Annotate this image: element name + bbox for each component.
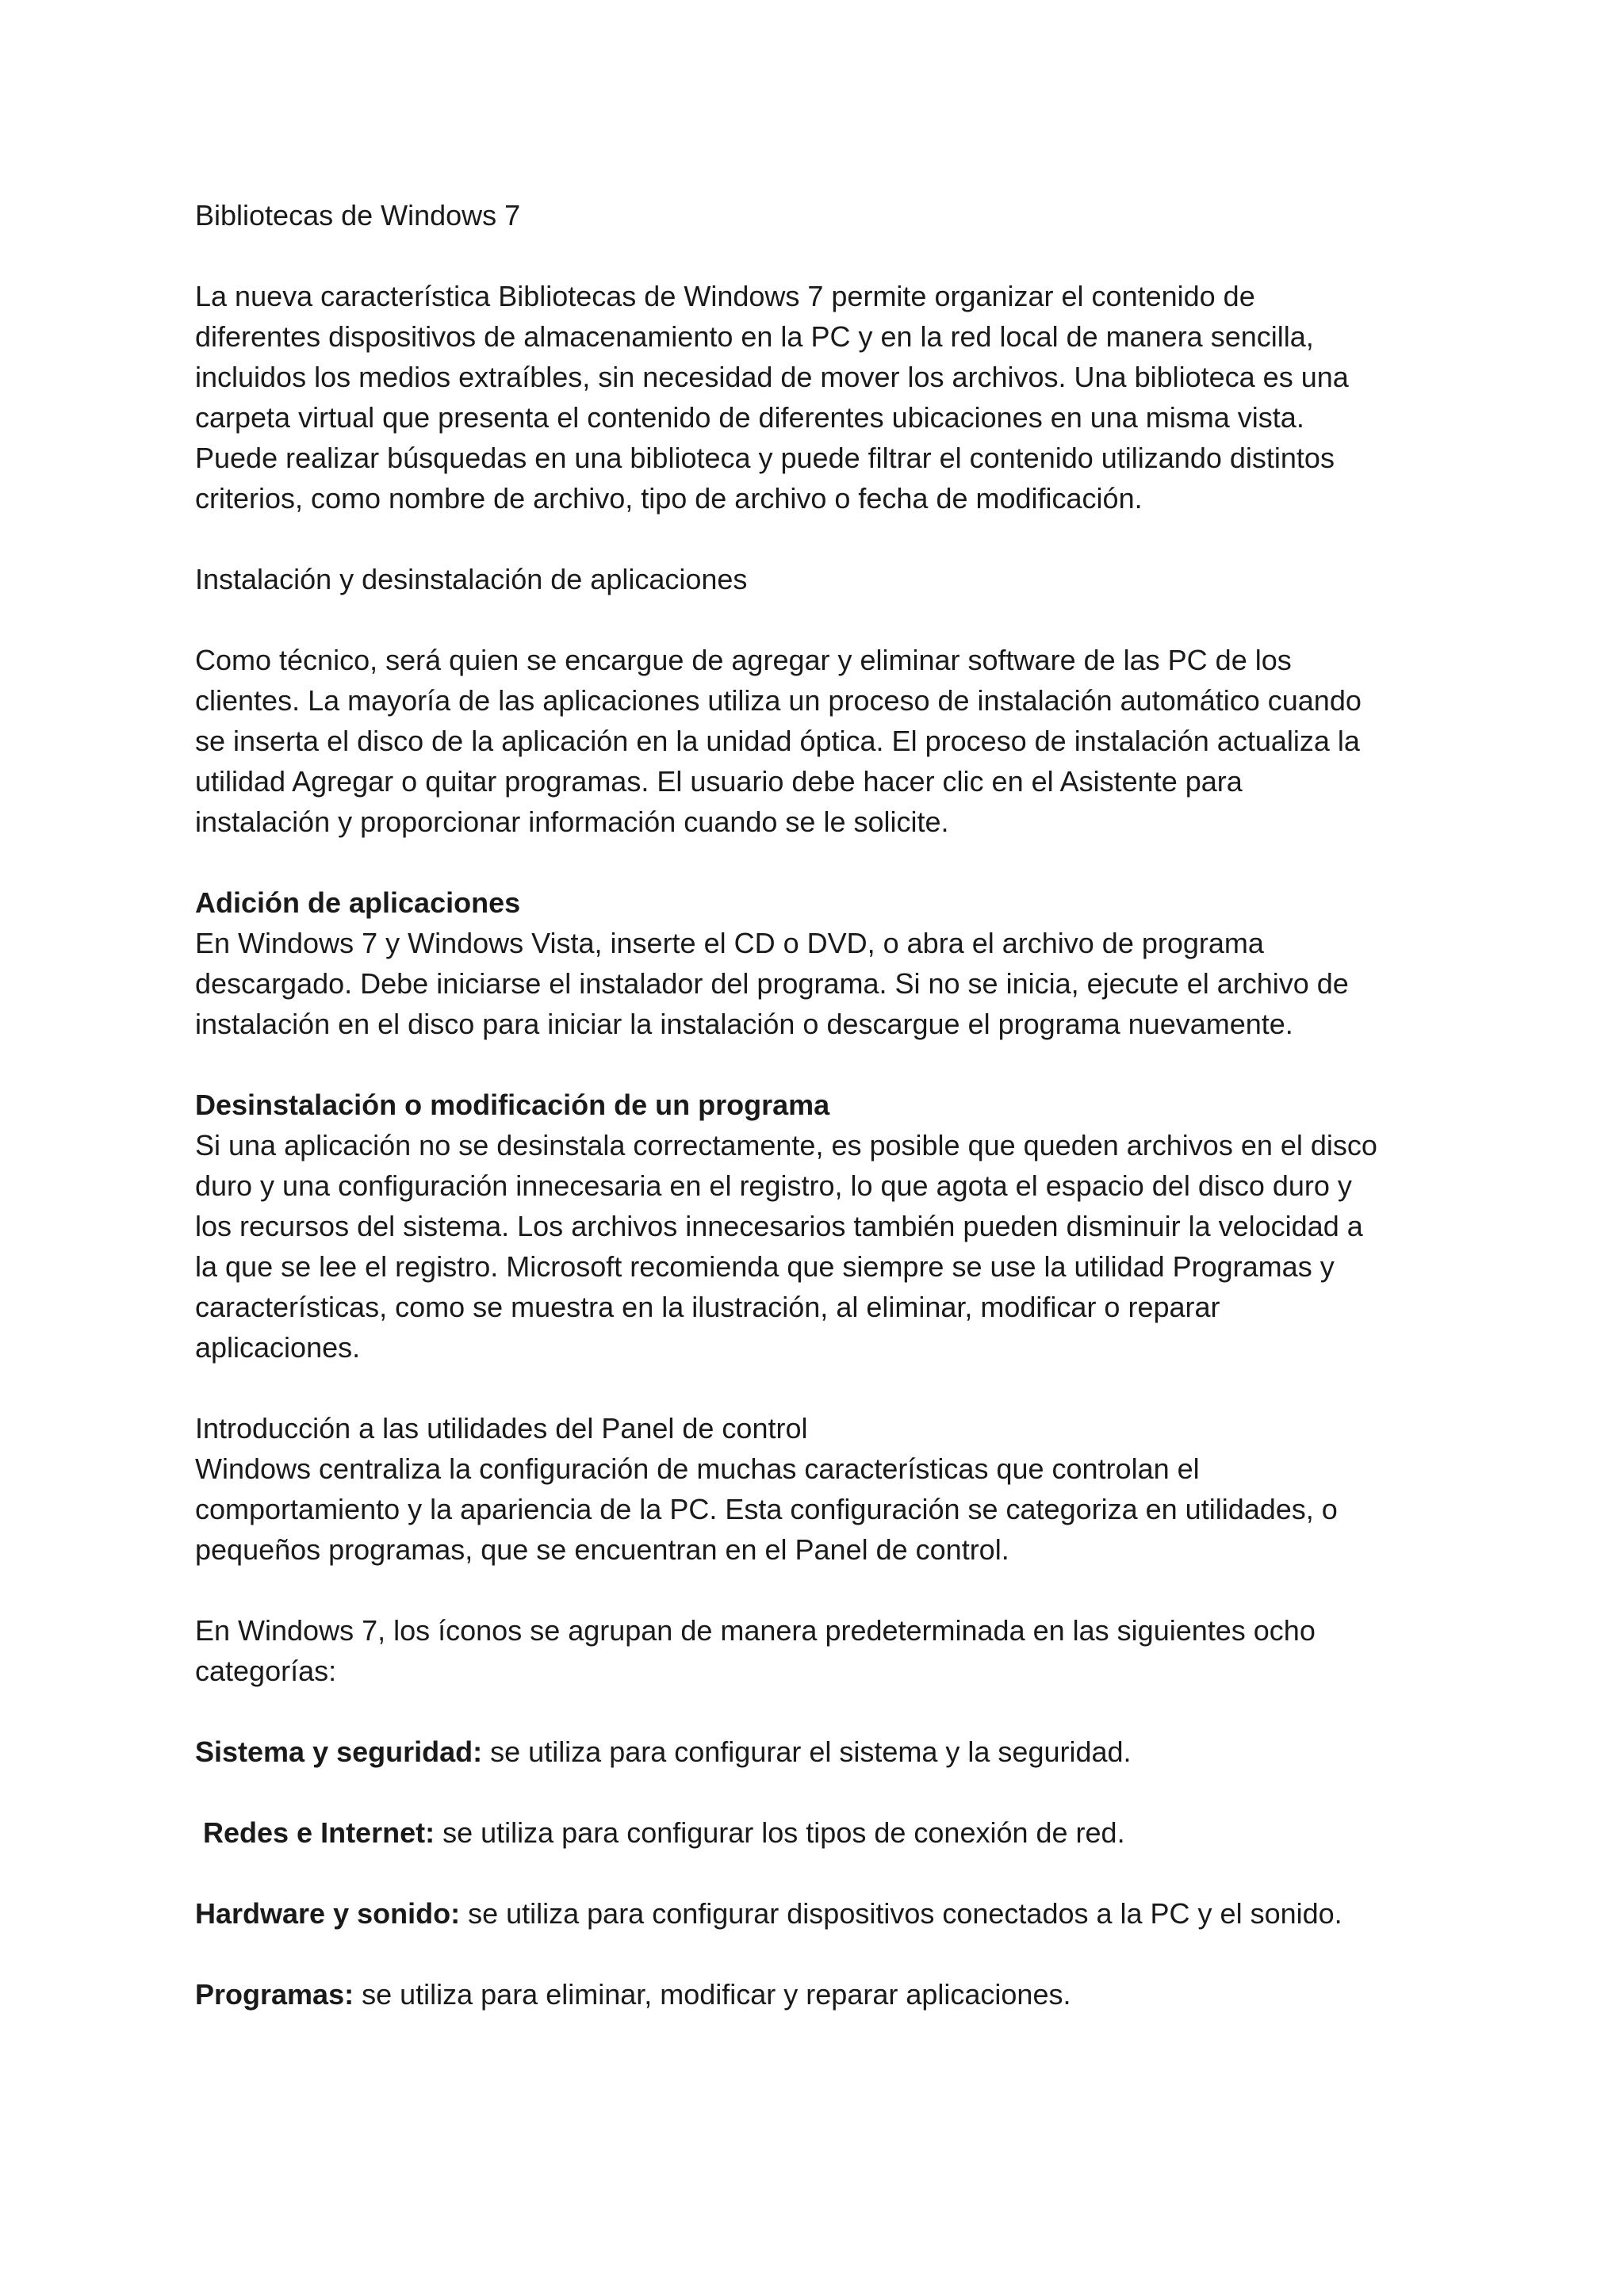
paragraph-line: los recursos del sistema. Los archivos innecesarios también pueden disminuir la velocidad a	[195, 1210, 1363, 1242]
paragraph-line: incluidos los medios extraíbles, sin necesidad de mover los archivos. Una biblioteca es una	[195, 361, 1349, 393]
paragraph-line: Windows centraliza la configuración de muchas características que controlan el	[195, 1452, 1200, 1485]
category-item	[195, 1732, 1464, 1772]
paragraph-line: aplicaciones.	[195, 1331, 361, 1364]
intro-paragraph	[195, 276, 1464, 519]
section-heading-uninstall: Desinstalación o modificación de un programa	[195, 1089, 830, 1121]
paragraph-line: Como técnico, será quien se encargue de agregar y eliminar software de las PC de los	[195, 644, 1292, 676]
install-paragraph	[195, 640, 1464, 842]
paragraph-line: se inserta el disco de la aplicación en la unidad óptica. El proceso de instalación actualiza la	[195, 725, 1360, 757]
paragraph-line: instalación y proporcionar información cuando se le solicite.	[195, 806, 949, 838]
paragraph-line: En Windows 7 y Windows Vista, inserte el CD o DVD, o abra el archivo de programa	[195, 927, 1264, 959]
paragraph-line: duro y una configuración innecesaria en el registro, lo que agota el espacio del disco duro y	[195, 1169, 1352, 1202]
category-item	[195, 1974, 1464, 2015]
uninstall-paragraph	[195, 1125, 1464, 1368]
spacer	[195, 519, 1464, 559]
paragraph-line: carpeta virtual que presenta el contenido de diferentes ubicaciones en una misma vista.	[195, 401, 1304, 434]
spacer	[195, 1691, 1464, 1732]
paragraph-line: utilidad Agregar o quitar programas. El usuario debe hacer clic en el Asistente para	[195, 765, 1243, 798]
category-description: se utiliza para eliminar, modificar y reparar aplicaciones.	[354, 1978, 1071, 2011]
category-item	[195, 1893, 1464, 1934]
paragraph-line: descargado. Debe iniciarse el instalador del programa. Si no se inicia, ejecute el archivo de	[195, 967, 1349, 1000]
category-item	[195, 1812, 1464, 1853]
section-heading-panel: Introducción a las utilidades del Panel de control	[195, 1412, 808, 1445]
paragraph-line: La nueva característica Bibliotecas de Windows 7 permite organizar el contenido de	[195, 280, 1255, 312]
document-body	[195, 195, 1464, 2015]
panel-paragraph	[195, 1448, 1464, 1570]
paragraph-line: diferentes dispositivos de almacenamiento en la PC y en la red local de manera sencilla,	[195, 320, 1314, 353]
category-term: Redes e Internet:	[203, 1816, 435, 1849]
category-term: Hardware y sonido:	[195, 1897, 461, 1930]
add-paragraph	[195, 923, 1464, 1044]
paragraph-line: la que se lee el registro. Microsoft recomienda que siempre se use la utilidad Programas y	[195, 1250, 1335, 1283]
section-heading-install: Instalación y desinstalación de aplicaciones	[195, 563, 748, 595]
paragraph-line: comportamiento y la apariencia de la PC. Esta configuración se categoriza en utilidades, o	[195, 1493, 1338, 1525]
paragraph-line: Puede realizar búsquedas en una biblioteca y puede filtrar el contenido utilizando distintos	[195, 442, 1335, 474]
spacer	[195, 1772, 1464, 1812]
spacer	[195, 235, 1464, 276]
categories-intro	[195, 1610, 1464, 1691]
section-heading-add: Adición de aplicaciones	[195, 886, 521, 919]
spacer	[195, 1044, 1464, 1085]
paragraph-line: Si una aplicación no se desinstala correctamente, es posible que queden archivos en el disco	[195, 1129, 1377, 1161]
spacer	[195, 1368, 1464, 1408]
category-term: Sistema y seguridad:	[195, 1735, 483, 1768]
spacer	[195, 1853, 1464, 1893]
spacer	[195, 1934, 1464, 1974]
category-description: se utiliza para configurar el sistema y la seguridad.	[482, 1735, 1132, 1768]
spacer	[195, 1570, 1464, 1610]
paragraph-line: características, como se muestra en la ilustración, al eliminar, modificar o reparar	[195, 1291, 1220, 1323]
paragraph-line: categorías:	[195, 1655, 337, 1687]
paragraph-line: pequeños programas, que se encuentran en el Panel de control.	[195, 1533, 1009, 1566]
paragraph-line: criterios, como nombre de archivo, tipo de archivo o fecha de modificación.	[195, 482, 1143, 515]
document-title: Bibliotecas de Windows 7	[195, 199, 521, 232]
category-description: se utiliza para configurar dispositivos conectados a la PC y el sonido.	[460, 1897, 1342, 1930]
paragraph-line: En Windows 7, los íconos se agrupan de manera predeterminada en las siguientes ocho	[195, 1614, 1316, 1647]
spacer	[195, 842, 1464, 882]
spacer	[195, 599, 1464, 640]
category-term: Programas:	[195, 1978, 354, 2011]
paragraph-line: instalación en el disco para iniciar la instalación o descargue el programa nuevamente.	[195, 1008, 1293, 1040]
paragraph-line: clientes. La mayoría de las aplicaciones utiliza un proceso de instalación automático cuando	[195, 684, 1362, 717]
category-description: se utiliza para configurar los tipos de conexión de red.	[435, 1816, 1125, 1849]
